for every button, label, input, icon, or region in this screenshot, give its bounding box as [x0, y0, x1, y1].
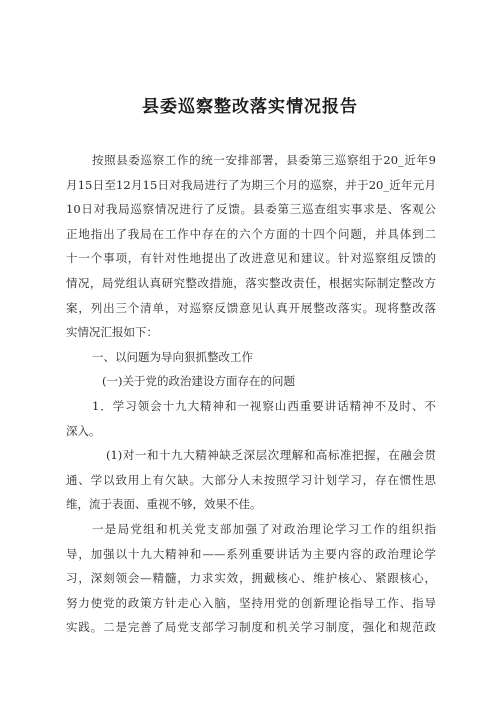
- paragraph-line: (1)对一和十九大精神缺乏深层次理解和高标准把握，在融会贯: [106, 448, 436, 463]
- paragraph-line: 导，加强以十九大精神和——系列重要讲话为主要内容的政治理论学: [66, 546, 436, 561]
- paragraph-line: 案，列出三个清单，对巡察反馈意见认真开展整改落实。现将整改落: [66, 300, 436, 315]
- section-heading: 一、以问题为导向狠抓整改工作: [92, 349, 253, 364]
- paragraph-line: 10日对我局巡察情况进行了反馈。县委第三巡查组实事求是、客观公: [66, 202, 436, 217]
- paragraph-line: 十一个事项，有针对性地提出了改进意见和建议。针对巡察组反馈的: [66, 251, 436, 266]
- paragraph-line: 正地指出了我局在工作中存在的六个方面的十四个问题，并具体到二: [66, 226, 436, 241]
- paragraph-line: 1．学习领会十九大精神和一视察山西重要讲话精神不及时、不: [92, 398, 436, 413]
- paragraph-line: 深入。: [66, 423, 101, 438]
- document-body: [66, 148, 436, 640]
- paragraph-line: 努力使党的政策方针走心入脑，坚持用党的创新理论指导工作、指导: [66, 595, 436, 610]
- paragraph-line: 维，流于表面、重视不够，效果不佳。: [66, 497, 262, 512]
- paragraph-line: 习，深刻领会—精髓，力求实效，拥戴核心、维护核心、紧跟核心，: [66, 571, 436, 586]
- subsection-heading: (一)关于党的政治建设方面存在的问题: [102, 374, 295, 389]
- paragraph-line: 按照县委巡察工作的统一安排部署，县委第三巡察组于20_近年9: [92, 153, 436, 167]
- paragraph-line: 情况，局党组认真研究整改措施，落实整改责任，根据实际制定整改方: [66, 275, 436, 290]
- paragraph-line: 通、学以致用上有欠缺。大部分人未按照学习计划学习，存在惯性思: [66, 472, 436, 487]
- document-title: 县委巡察整改落实情况报告: [142, 97, 358, 117]
- paragraph-line: 实情况汇报如下：: [66, 325, 158, 340]
- paragraph-line: 一是局党组和机关党支部加强了对政治理论学习工作的组织指: [92, 521, 436, 536]
- paragraph-line: 月15日至12月15日对我局进行了为期三个月的巡察，并于20_近年元月: [66, 177, 436, 192]
- paragraph-line: 实践。二是完善了局党支部学习制度和机关学习制度，强化和规范政: [66, 620, 436, 635]
